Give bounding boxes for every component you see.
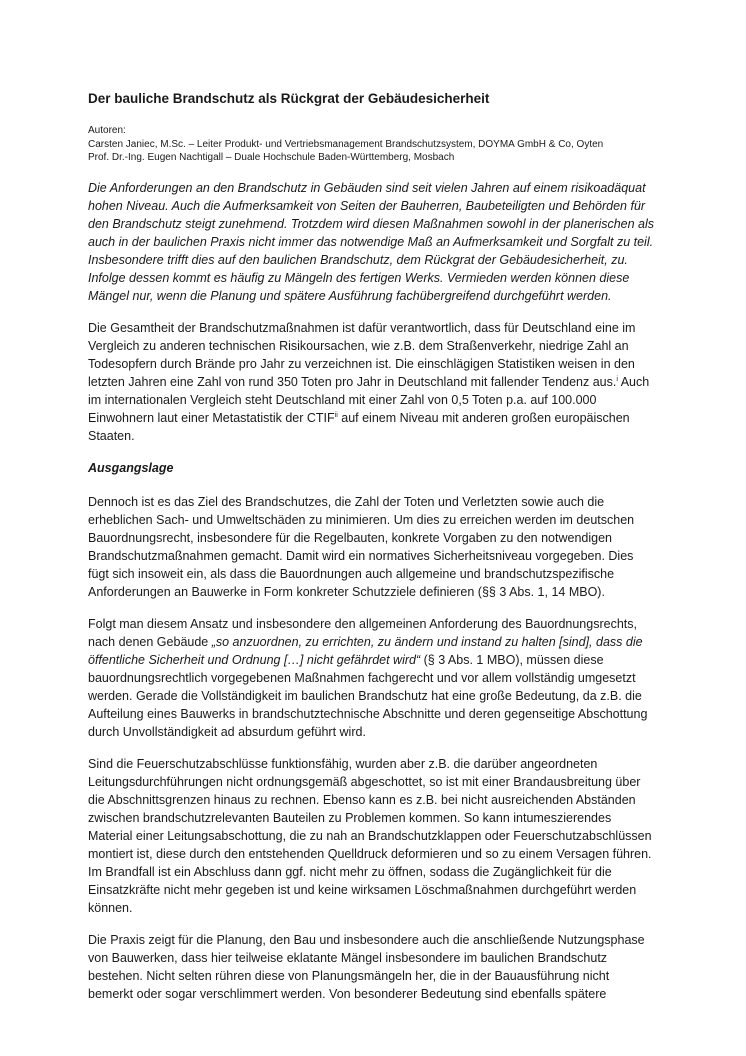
- paragraph-2: Dennoch ist es das Ziel des Brandschutzes, die Zahl der Toten und Verletzten sowie auch die erheblichen Sach- und Umweltschäden zu minimieren. Um dies zu erreichen werden im deutschen Bauordnungsrecht, insbesondere für die Regelbauten, konkrete Vorgaben zu den notwendigen Brandschutzmaßnahmen gemacht. Damit wird ein normatives Sicherheitsniveau vorgegeben. Dies fügt sich insoweit ein, als dass die Bauordnungen auch allgemeine und brandschutzspezifische Anforderungen an Bauwerke in Form konkreter Schutzziele definieren (§§ 3 Abs. 1, 14 MBO).: [88, 494, 635, 599]
- footnote-ref-1[interactable]: i: [616, 375, 618, 383]
- paragraph-3-part-a: Folgt man diesem Ansatz und insbesondere den allgemeinen Anforderung des Bauordnungsrechts, nach denen Gebäude: [88, 616, 637, 649]
- paragraph-1: [88, 319, 656, 445]
- authors-label: Autoren:: [88, 125, 126, 136]
- paragraph-3-part-b: (§ 3 Abs. 1 MBO), müssen diese bauordnungsrechtlich vorgegebenen Maßnahmen fachgerecht und vor allem vollständig umgesetzt werden. Gerade die Vollständigkeit im baulichen Brandschutz hat eine große Bedeutung, da z.B. die Aufteilung eines Bauwerks in brandschutztechnische Abschnitte und deren gegenseitige Abschottung durch Unvollständigkeit ad absurdum geführt wird.: [88, 652, 648, 739]
- author-1: Carsten Janiec, M.Sc. – Leiter Produkt- und Vertriebsmanagement Brandschutzsystem, DOYMA GmbH & Co, Oyten: [88, 138, 604, 150]
- paragraph-5: Die Praxis zeigt für die Planung, den Bau und insbesondere auch die anschließende Nutzungsphase von Bauwerken, dass hier teilweise eklatante Mängel insbesondere im baulichen Brandschutz bestehen. Nicht selten rühren diese von Planungsmängeln her, die in der Bauausführung nicht bemerkt oder sogar verschlimmert werden. Von besonderer Bedeutung sind ebenfalls spätere: [88, 932, 645, 1001]
- paragraph-3: [88, 615, 656, 741]
- document-page: [88, 90, 656, 1017]
- paragraph-1-part-a: Die Gesamtheit der Brandschutzmaßnahmen ist dafür verantwortlich, dass für Deutschland eine im Vergleich zu anderen technischen Risikoursachen, wie z.B. dem Straßenverkehr, niedrige Zahl an Todesopfern durch Brände pro Jahr zu verzeichnen ist. Die einschlägigen Statistiken weisen in den letzten Jahren eine Zahl von rund 350 Toten pro Jahr in Deutschland mit fallender Tendenz aus.: [88, 320, 636, 389]
- paragraph-3-quote: „so anzuordnen, zu errichten, zu ändern und instand zu halten [sind], dass die öffentliche Sicherheit und Ordnung […] nicht gefährdet wird“: [88, 634, 643, 667]
- paragraph-1-part-b: Auch im internationalen Vergleich steht Deutschland mit einer Zahl von 0,5 Toten p.a. auf 100.000 Einwohnern laut einer Metastatistik der CTIF: [88, 374, 650, 425]
- authors-block: [88, 124, 656, 165]
- document-title: Der bauliche Brandschutz als Rückgrat der Gebäudesicherheit: [88, 91, 490, 106]
- paragraph-1-part-c: auf einem Niveau mit anderen großen europäischen Staaten.: [88, 410, 630, 443]
- footnote-ref-2[interactable]: ii: [334, 411, 338, 419]
- paragraph-4: Sind die Feuerschutzabschlüsse funktionsfähig, wurden aber z.B. die darüber angeordneten Leitungsdurchführungen nicht ordnungsgemäß abgeschottet, so ist mit einer Brandausbreitung über die Abschnittsgrenzen hinaus zu rechnen. Ebenso kann es z.B. bei nicht ausreichenden Abständen zwischen brandschutzrelevanten Bauteilen zu Problemen kommen. So kann intumeszierendes Material einer Leitungsabschottung, die zu nah an Brandschutzklappen oder Feuerschutzabschlüssen montiert ist, diese durch den entstehenden Quelldruck deformieren und so zu einem Versagen führen. Im Brandfall ist ein Abschluss dann ggf. nicht mehr zu öffnen, sodass die Zugänglichkeit für die Einsatzkräfte nicht mehr gegeben ist und keine wirksamen Löschmaßnahmen durchgeführt werden können.: [88, 756, 652, 915]
- section-heading: Ausgangslage: [88, 460, 174, 475]
- abstract-paragraph: Die Anforderungen an den Brandschutz in Gebäuden sind seit vielen Jahren auf einem risikoadäquat hohen Niveau. Auch die Aufmerksamkeit von Seiten der Bauherren, Baubeteiligten und Behörden für den Brandschutz steigt zunehmend. Trotzdem wird diesen Maßnahmen sowohl in der planerischen als auch in der baulichen Praxis nicht immer das notwendige Maß an Aufmerksamkeit und Sorgfalt zu teil. Insbesondere trifft dies auf den baulichen Brandschutz, dem Rückgrat der Gebäudesicherheit, zu. Infolge dessen kommt es häufig zu Mängeln des fertigen Werks. Vermieden werden können diese Mängel nur, wenn die Planung und spätere Ausführung fachübergreifend durchgeführt werden.: [88, 180, 655, 303]
- author-2: Prof. Dr.-Ing. Eugen Nachtigall – Duale Hochschule Baden-Württemberg, Mosbach: [88, 152, 455, 163]
